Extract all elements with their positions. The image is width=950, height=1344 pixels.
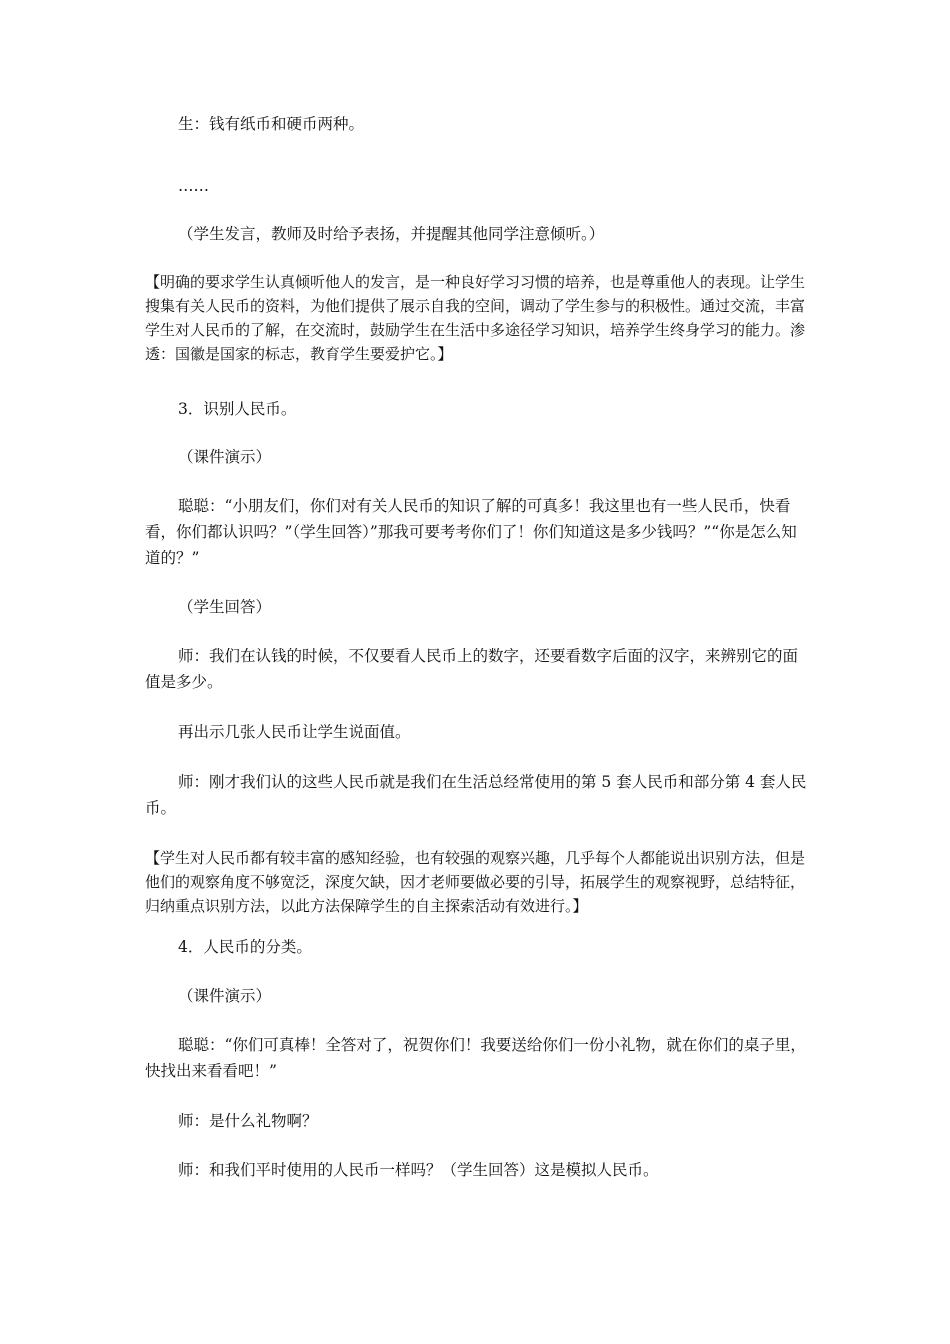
paragraph-teacher-explanation: 师：我们在认钱的时候，不仅要看人民币上的数字，还要看数字后面的汉字，来辨别它的面值是多少。 [145, 647, 799, 691]
paragraph-show-more-notes: 再出示几张人民币让学生说面值。 [178, 723, 411, 741]
paragraph-teaching-commentary-2: 【学生对人民币都有较丰富的感知经验，也有较强的观察兴趣，几乎每个人都能说出识别方法，但是他们的观察角度不够宽泛，深度欠缺，因才老师要做必要的引导，拓展学生的观察视野，总结特征，归纳重点识别方法，以此方法保障学生的自主探索活动有效进行。】 [145, 849, 806, 915]
paragraph-student-answer-note: （学生回答） [178, 598, 272, 616]
paragraph-courseware-demo-1: （课件演示） [178, 448, 272, 466]
paragraph-ellipsis: …… [178, 177, 209, 195]
paragraph-courseware-demo-2: （课件演示） [178, 987, 272, 1005]
section-heading-identify-rmb: 3．识别人民币。 [178, 400, 297, 418]
paragraph-congcong-dialogue-1: 聪聪：“小朋友们，你们对有关人民币的知识了解的可真多！我这里也有一些人民币，快看看，你们都认识吗？”（学生回答）”那我可要考考你们了！你们知道这是多少钱吗？”“你是怎么知道的？” [145, 497, 797, 567]
paragraph-student-answer: 生：钱有纸币和硬币两种。 [178, 115, 365, 133]
paragraph-teaching-commentary-1: 【明确的要求学生认真倾听他人的发言，是一种良好学习习惯的培养，也是尊重他人的表现。让学生搜集有关人民币的资料，为他们提供了展示自我的空间，调动了学生参与的积极性。通过交流，丰富学生对人民币的了解，在交流时，鼓励学生在生活中多途径学习知识，培养学生终身学习的能力。渗透：国徽是国家的标志，教育学生要爱护它。】 [145, 273, 806, 363]
paragraph-student-speech-note: （学生发言，教师及时给予表扬，并提醒其他同学注意倾听。） [178, 225, 605, 243]
paragraph-congcong-dialogue-2: 聪聪：“你们可真棒！全答对了，祝贺你们！我要送给你们一份小礼物，就在你们的桌子里，快找出来看看吧！” [145, 1036, 806, 1080]
paragraph-teacher-question: 师：是什么礼物啊？ [178, 1112, 318, 1130]
section-heading-rmb-classification: 4．人民币的分类。 [178, 938, 312, 956]
paragraph-teacher-fifth-set: 师：刚才我们认的这些人民币就是我们在生活总经常使用的第 5 套人民币和部分第 4 套人民币。 [145, 773, 807, 817]
paragraph-teacher-simulated-rmb: 师：和我们平时使用的人民币一样吗？（学生回答）这是模拟人民币。 [178, 1161, 659, 1179]
